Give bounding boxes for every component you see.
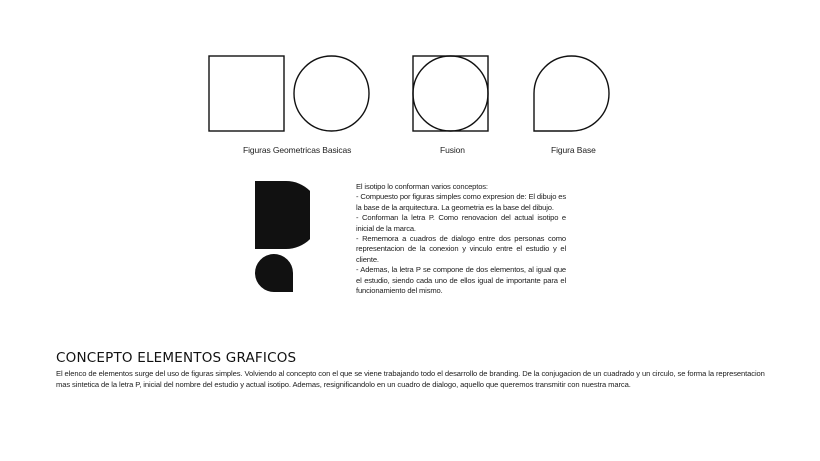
- logo-bottom-shape: [255, 254, 293, 292]
- description-point: - Conforman la letra P. Como renovacion del actual isotipo e inicial de la marca.: [356, 213, 566, 233]
- description-point: - Rememora a cuadros de dialogo entre dos personas como representacion de la conexion y vinculo entre el estudio y el cliente.: [356, 234, 566, 264]
- square-figure: [209, 56, 284, 131]
- section-body-line: mas sintetica de la letra P, inicial del nombre del estudio y actual isotipo. Ademas, resignificandolo en un cuadro de dialogo, aquello que queremos transmitir con nuestra marca.: [56, 379, 631, 389]
- caption-fusion: Fusion: [440, 145, 465, 155]
- base-figure: [534, 56, 609, 131]
- caption-basic-figures: Figuras Geometricas Basicas: [243, 145, 352, 155]
- geometric-figures: [0, 0, 820, 140]
- description-point: - Compuesto por figuras simples como expresion de: El dibujo es la base de la arquitectura. La geometria es la base del dibujo.: [356, 192, 566, 212]
- fusion-circle: [413, 56, 488, 131]
- section-body: [56, 369, 776, 390]
- isotipo-description: [356, 182, 566, 296]
- fusion-figure: [413, 56, 488, 131]
- caption-base-figure: Figura Base: [551, 145, 596, 155]
- section-title: CONCEPTO ELEMENTOS GRAFICOS: [56, 350, 297, 366]
- isotipo-logo: [250, 178, 310, 298]
- section-body-line: El elenco de elementos surge del uso de figuras simples. Volviendo al concepto con el que se viene trabajando todo el desarrollo de branding. De la conjugacion de un cuadrado y un circulo, se forma la representacion: [56, 369, 765, 378]
- logo-top-shape: [255, 181, 310, 249]
- description-point: - Ademas, la letra P se compone de dos elementos, al igual que el estudio, siendo cada uno de ellos igual de importante para el funcionamiento del mismo.: [356, 265, 566, 296]
- circle-figure: [294, 56, 369, 131]
- description-intro: El isotipo lo conforman varios conceptos:: [356, 182, 488, 191]
